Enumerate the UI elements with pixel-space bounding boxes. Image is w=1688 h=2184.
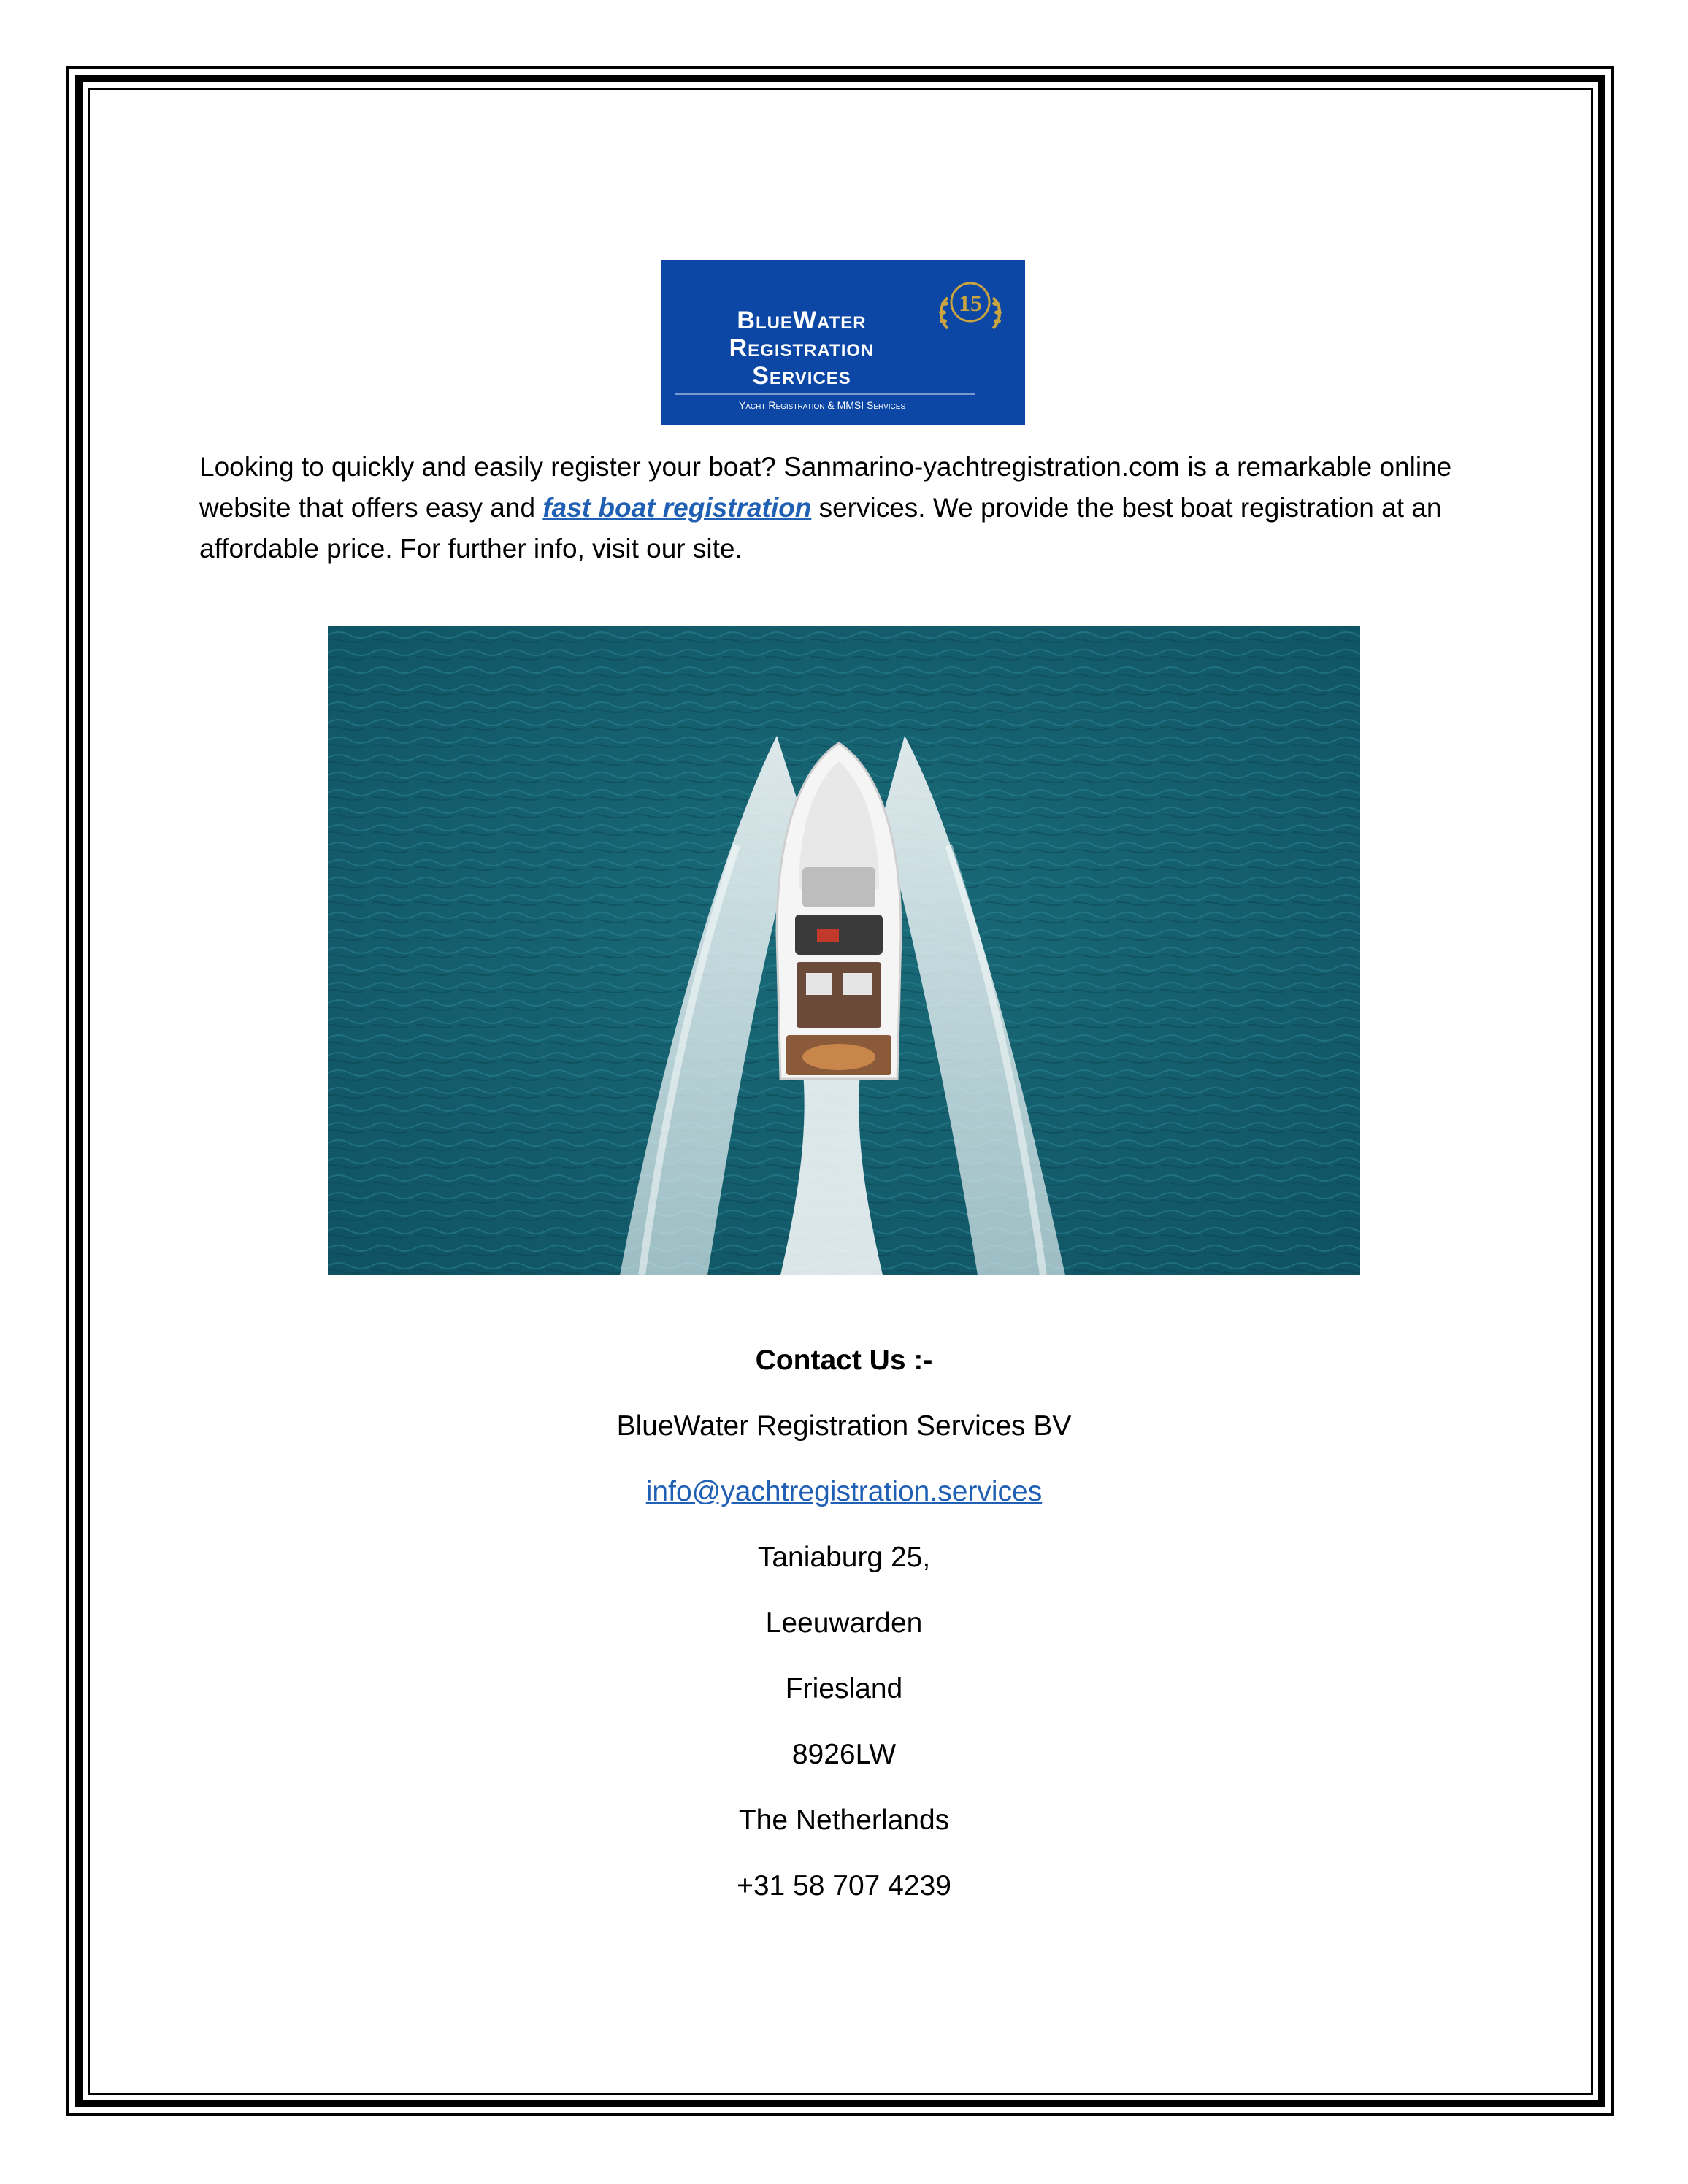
logo-tagline: Yacht Registration & MMSI Services	[738, 399, 906, 411]
address-region: Friesland	[785, 1673, 903, 1704]
company-name: BlueWater Registration Services BV	[616, 1410, 1072, 1442]
fast-boat-registration-link[interactable]: fast boat registration	[542, 493, 812, 523]
logo-line-1: BlueWater	[737, 307, 867, 334]
intro-text-before: Looking to quickly and easily register your boat? Sanmarino-yachtregistration.com is a remarkable online website that offers easy and	[199, 452, 1452, 523]
phone-number: +31 58 707 4239	[737, 1870, 951, 1902]
intro-text-after: services. We provide the best boat registration at an affordable price. For further info, visit our site.	[199, 493, 1442, 564]
email-link[interactable]: info@yachtregistration.services	[645, 1476, 1043, 1507]
email-line	[0, 1476, 1688, 1508]
logo-line-2: Registration	[729, 334, 875, 362]
intro-paragraph	[199, 447, 1492, 569]
contact-title: Contact Us :-	[755, 1345, 933, 1376]
address-city: Leeuwarden	[765, 1607, 923, 1639]
address-country: The Netherlands	[738, 1804, 950, 1836]
speedboat-photo	[328, 626, 1360, 1275]
address-postcode: 8926LW	[791, 1739, 897, 1770]
address-street: Taniaburg 25,	[757, 1542, 931, 1573]
bluewater-logo	[661, 260, 1025, 425]
logo-line-3: Services	[752, 362, 851, 390]
badge-number: 15	[959, 290, 982, 316]
